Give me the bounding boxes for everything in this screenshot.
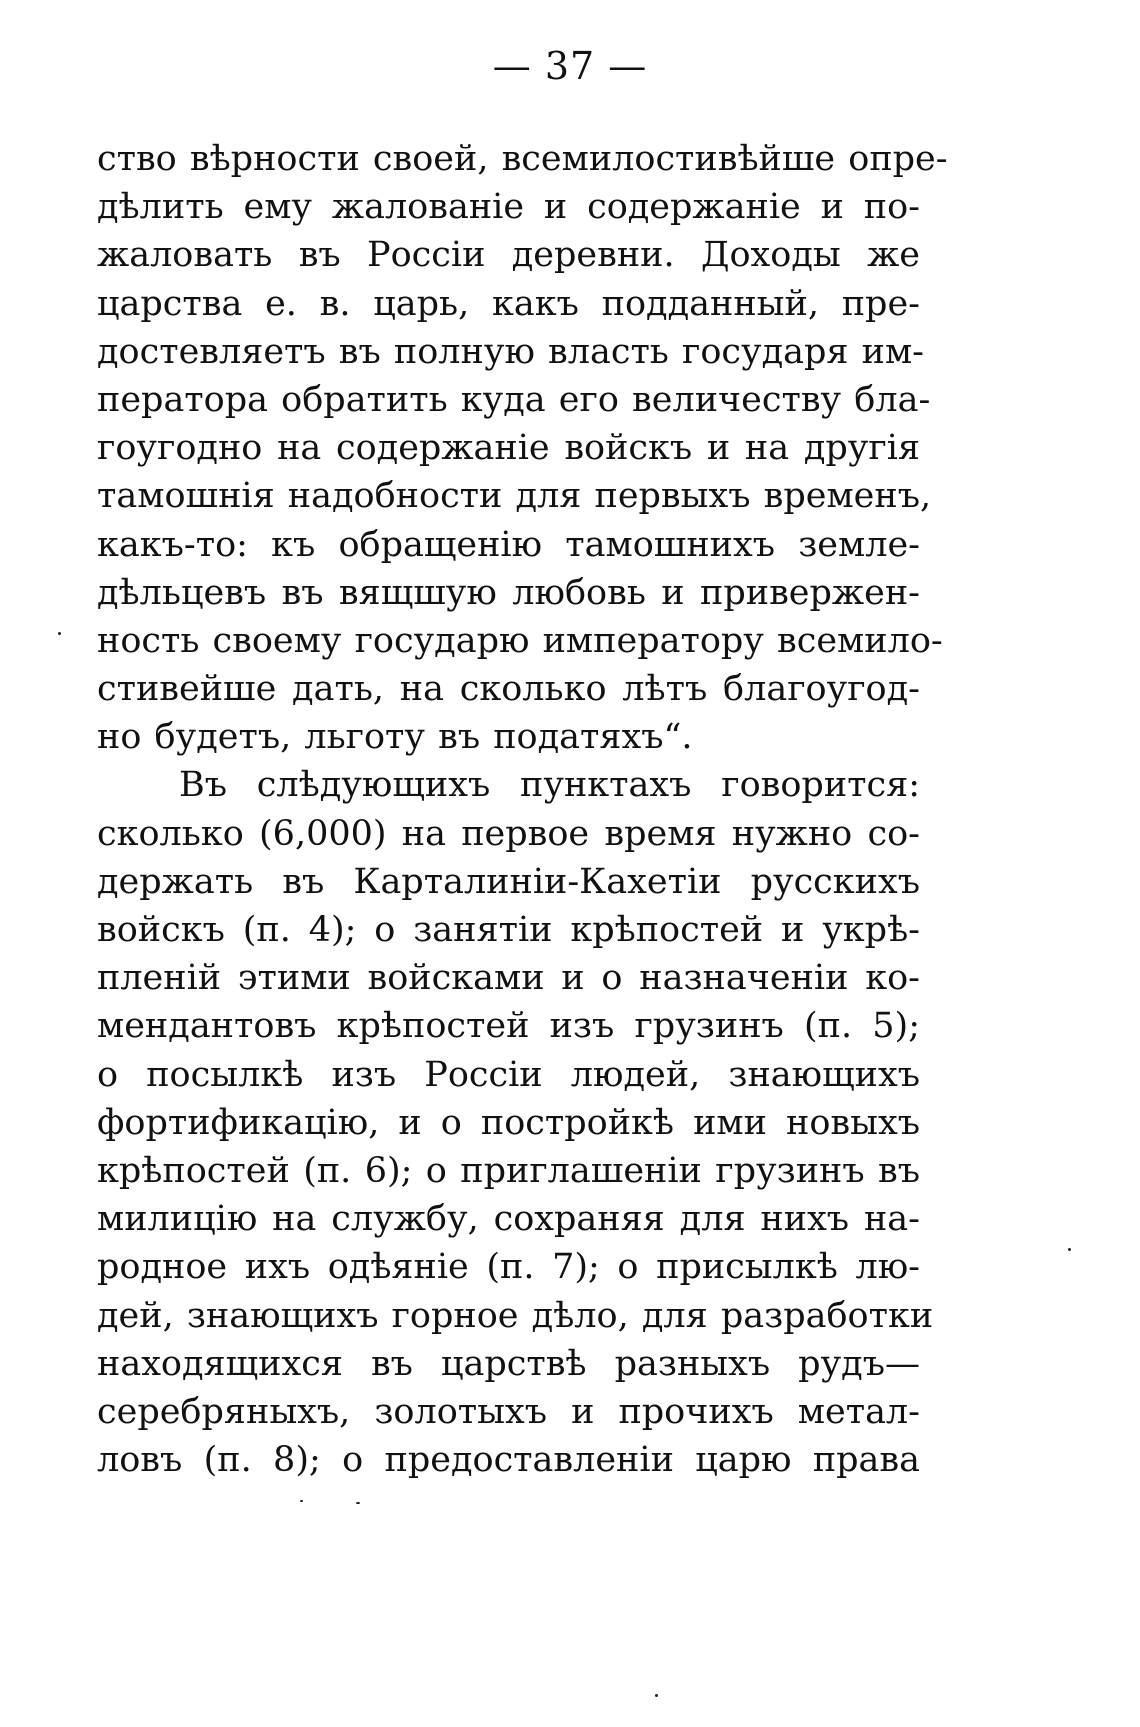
text-line: гоугодно на содержаніе войскъ и на другія	[97, 428, 920, 469]
paragraph-1	[97, 135, 948, 761]
text-line: жаловать въ Россіи деревни. Доходы же	[97, 235, 920, 276]
text-line: дѣлить ему жалованіе и содержаніе и по-	[97, 187, 920, 228]
text-line: находящихся въ царствѣ разныхъ рудъ—	[97, 1343, 920, 1384]
text-line: дѣльцевъ въ вящшую любовь и привержен-	[97, 572, 920, 613]
text-line: стивейше дать, на сколько лѣтъ благоугод-	[97, 669, 920, 710]
page-number: — 37 —	[492, 44, 648, 88]
text-line: войскъ (п. 4); о занятіи крѣпостей и укрѣ-	[97, 910, 920, 950]
text-line: но будетъ, льготу въ податяхъ“.	[97, 717, 693, 758]
text-line: ство вѣрности своей, всемилостивѣйше опре-	[97, 139, 948, 179]
text-line: фортификацію, и о постройкѣ ими новыхъ	[97, 1102, 920, 1143]
text-line: о посылкѣ изъ Россіи людей, знающихъ	[97, 1054, 920, 1095]
text-line: пленій этими войсками и о назначеніи ко-	[97, 958, 920, 999]
speck	[1068, 1248, 1071, 1251]
text-line: достевляетъ въ полную власть государя им-	[97, 331, 924, 372]
text-line: ность своему государю императору всемило-	[97, 620, 943, 661]
paragraph-2	[97, 761, 934, 1484]
text-line: какъ-то: къ обращенію тамошнихъ земле-	[97, 524, 920, 565]
text-line: мендантовъ крѣпостей изъ грузинъ (п. 5);	[97, 1006, 920, 1047]
text-line: царства е. в. царь, какъ подданный, пре-	[97, 283, 920, 324]
text-line: держать въ Карталиніи-Кахетіи русскихъ	[97, 861, 920, 902]
speck	[356, 1502, 360, 1504]
text-line: милицію на службу, сохраняя для нихъ на-	[97, 1199, 920, 1240]
text-line: серебряныхъ, золотыхъ и прочихъ метал-	[97, 1391, 920, 1432]
body-text	[97, 135, 948, 1484]
speck	[655, 1694, 658, 1697]
speck	[300, 1500, 303, 1502]
text-line: тамошнія надобности для первыхъ временъ,	[97, 476, 932, 517]
text-line: ператора обратить куда его величеству бла-	[97, 379, 931, 420]
text-line: крѣпостей (п. 6); о приглашеніи грузинъ въ	[97, 1150, 920, 1191]
text-line: ловъ (п. 8); о предоставленіи царю права	[97, 1440, 920, 1481]
text-line: сколько (6,000) на первое время нужно со-	[97, 813, 920, 854]
text-line: родное ихъ одѣяніе (п. 7); о присылкѣ лю-	[97, 1247, 920, 1288]
speck	[58, 632, 61, 635]
text-line: дей, знающихъ горное дѣло, для разработки	[97, 1295, 934, 1336]
text-line: Въ слѣдующихъ пунктахъ говорится:	[179, 765, 920, 806]
